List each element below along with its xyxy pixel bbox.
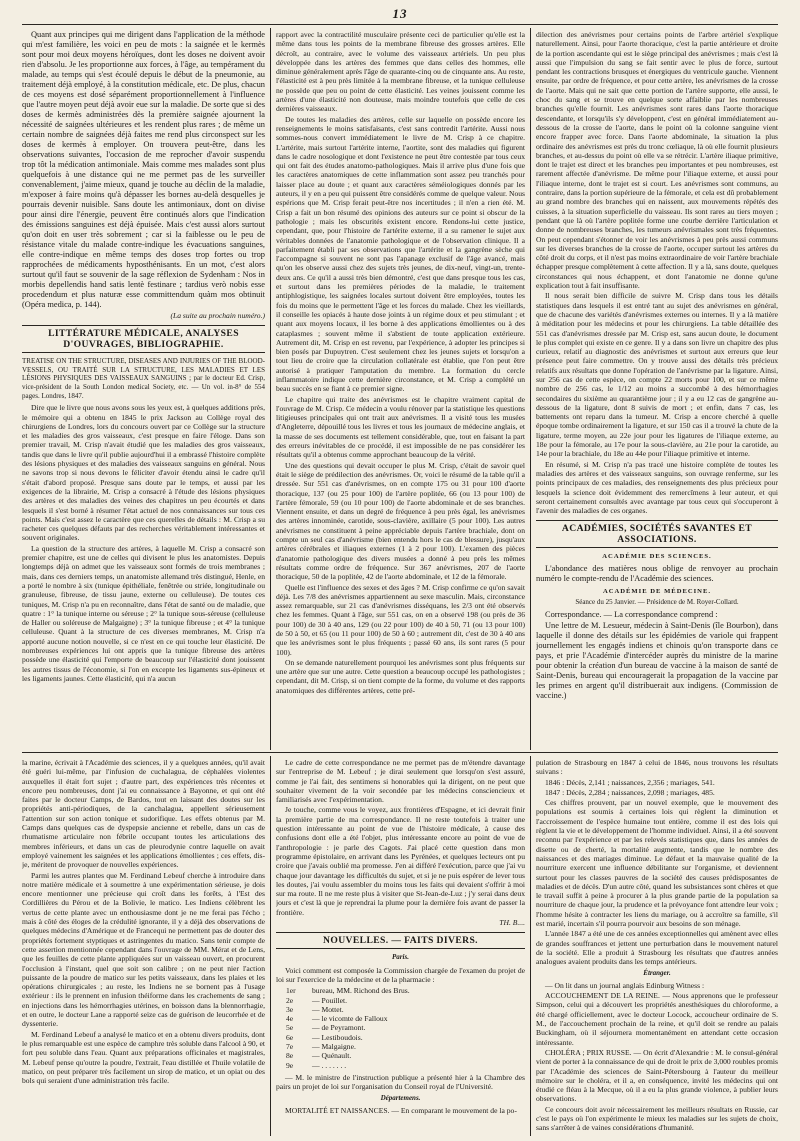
middle-rule — [22, 752, 778, 753]
departements-heading: Départemens. — [380, 1093, 421, 1102]
paris-heading: Paris. — [392, 953, 409, 962]
article-paragraph: Une des questions qui devait occuper le plus M. Crisp, c'était de savoir quel était le siège de prédilection des anévrismes. Or, voici le résumé de la table qu'il a dressée. Sur 551 cas d'anévrismes, on en compte 175 ou 31 pour 100 d'aorte thoracique, 137 (ou 25 pour 100) de l'artère poplitée, 66 (ou 13 pour 100) de l'artère fémorale, 59 (ou 10 pour 100) de l'aorte abdominale et de ses branches. Viennent ensuite, et dans un degré de fréquence à peu près égal, les anévrismes des artères innominée, carotide, sous-clavière, axillaire (5 pour 100). Les autres anévrismes ne constituent à peine appréciable depuis l'artère brachiale, dont on compte un seul cas d'anévrisme (bien entendu hors le cas de blessure), jusqu'aux artères cérébrales et iliaques externes (1 à 2 pour 100). L'examen des pièces d'anatomie pathologique des divers musées a donné à peu près les mêmes résultats comme ordre de fréquence. Sur 367 anévrismes, 207 de l'aorte thoracique, 50 de la poplitée, 42 de l'aorte abdominale, et 12 de la fémorale. — [276, 460, 525, 582]
article-paragraph: pulation de Strasbourg en 1847 à celui de 1846, nous trouvons les résultats suivans : — [536, 758, 778, 777]
column-divider — [530, 28, 531, 750]
page-number: 13 — [392, 6, 408, 21]
list-item: 9e — . . . . . . . — [286, 1060, 347, 1070]
article-paragraph: — M. le ministre de l'instruction publique a présenté hier à la Chambre des pairs un projet de loi sur l'organisation du Conseil royal de l'Université. — [276, 1072, 525, 1092]
list-item: 2e — Pouillet. — [286, 995, 348, 1005]
article-paragraph: MORTALITÉ ET NAISSANCES. — En comparant le mouvement de la po- — [285, 1105, 517, 1115]
academy-medicine-title: ACADÉMIE DE MÉDECINE. — [602, 587, 711, 595]
list-item: 3e — Mottet. — [286, 1004, 344, 1014]
academy-sciences-note: L'abondance des matières nous oblige de renvoyer au prochain numéro le compte-rendu de l'Académie des sciences. — [536, 563, 778, 583]
correspondence-text: Une lettre de M. Lesueur, médecin à Saint-Denis (île Bourbon), dans laquelle il donne des détails sur les épidémies de variole qui frappent journellement les engagés indiens et chinois qu'on transporte dans ce pays, et prie l'Académie d'intercéder auprès du ministre de la marine pour obtenir la création d'un bureau de vaccine à la maison de santé de Saint-Denis, bureau qui encouragerait la propagation de la vaccine par les primes en argent qu'il distribuerait aux indigens. (Commission de vaccine.) — [536, 621, 778, 701]
column-divider — [270, 28, 271, 750]
article-paragraph: Il nous serait bien difficile de suivre M. Crisp dans tous les détails statistiques dans lesquels il est entré tant au sujet des anévrismes en général, que de chacune des variétés d'anévrismes externes ou internes. Il y a là matière à méditation pour les médecins et pour les chirurgiens. La table détaillée des 551 cas d'anévrismes dressée par M. Crisp est, sans aucun doute, le document le plus complet qui existe en ce genre. Il y a dans son livre un chapitre des plus curieux, relatif au diagnostic des anévrismes et surtout aux erreurs que leur présence peut faire commettre. On y trouve aussi des détails très précieux relatifs aux résultats que donne l'opération de l'anévrisme par la ligature. Ainsi, sur 256 cas de cette espèce, on compte 22 morts pour 100, et sur ce même nombre de 256 cas, le 1/12 au moins a succombé à des hémorrhagies secondaires du sixième au quarantième jour ; il y a eu 12 cas de gangrène au-dessous de la ligature, dont 8 suivis de mort ; et enfin, dans 7 cas, les battements ont reparu dans la tumeur. M. Crisp a encore cherché à quelle époque tombe ordinairement la ligature, et sur 150 cas il a trouvé la chute de la ligature, terme moyen, au 22e jour pour les ligatures de l'iliaque externe, au 18e pour la fémorale, au 17e pour la sous-clavière, au 21e pour la carotide, au 14e pour la brachiale, du 18e au 44e pour l'iliaque primitive et interne. — [536, 291, 778, 459]
article-paragraph: L'année 1847 a été une de ces années exceptionnelles qui amènent avec elles de grandes souffrances et jettent une perturbation dans le mouvement naturel de la société. Elle a produit à Strasbourg les résultats que d'autres années analogues avaient produits dans les temps antérieurs. — [536, 929, 778, 967]
column-divider — [270, 756, 271, 1136]
article-paragraph: Le chapitre qui traite des anévrismes est le chapitre vraiment capital de l'ouvrage de M. Crisp. Ce médecin a voulu rénover par la statistique les questions litigieuses principales qui ont trait aux anévrismes. Il a visité tous les musées d'Angleterre, dépouillé tous les livres et tous les journaux de médecine anglais, et la masse de ses documents est tellement considérable, que, tout en faisant la part des erreurs inévitables de ce procédé, il est impossible de ne pas considérer les résultats qu'il a obtenus comme approchant beaucoup de la vérité. — [276, 394, 525, 460]
list-item: 4e — le vicomte de Falloux — [286, 1014, 388, 1024]
article-paragraph: dilection des anévrismes pour certains points de l'arbre artériel s'explique naturellement. Ainsi, pour l'aorte thoracique, c'est la partie antérieure et droite de la portion ascendante qui est le siège principal des anévrismes ; mais c'est là aussi que l'impulsion du sang se fait sentir avec le plus de force, surtout pendant les contractions brusques et énergiques du ventricule gauche. Viennent ensuite, par ordre de fréquence, et pour cette artère, les anévrismes de la crosse de l'aorte. Mais qui ne sait que cette portion de l'artère supporte, elle aussi, le choc du sang et se trouve en quelque sorte affaiblie par les nombreuses branches qu'elle fournit. Les anévrismes sont rares dans l'aorte thoracique descendante, et lorsqu'ils s'y développent, c'est en général immédiatement au-dessous de la crosse de l'aorte, dans le point où la colonne sanguine vient encore frapper avec force. Dans l'aorte abdominale, la situation la plus ordinaire des anévrismes est près du tronc cœliaque, là où elle fournit plusieurs branches, et au-dessus du point où elle va se rétrécir. L'artère iliaque primitive, dont le trajet est direct et les branches peu importantes et peu nombreuses, est rarement affectée d'anévrisme. De même pour l'iliaque externe, et aussi pour l'iliaque interne, dont le trajet est si court. Les anévrismes sont communs, au contraire, dans la portion supérieure de la fémorale, et cela est dû probablement au grand nombre des branches qui en naissent, aux mouvements répétés des cuisses, à la situation superficielle du vaisseau. Ils sont rares au tiers moyen ; pendant que là où l'artère poplitée forme une courbe derrière l'articulation et donne de nombreuses branches, les tumeurs anévrismales sont très fréquentes. On peut cependant s'étonner de voir les anévrismes à peu près aussi communs sur les diverses branches de la crosse de l'aorte, occuper surtout les artères du côté droit du corps, et il n'est pas moins extraordinaire de voir l'artère brachiale échapper presque complètement à cette affection. Il y a là, sans doute, quelques circonstances qui nous échappent, et dont l'anatomie ne donne qu'une explication tout à fait insuffisante. — [536, 30, 778, 291]
statistic-line: 1847 : Décès, 2,284 ; naissances, 2,098 ; mariages, 485. — [545, 787, 715, 797]
academy-sciences-title: ACADÉMIE DES SCIENCES. — [602, 553, 712, 561]
article-paragraph: En résumé, si M. Crisp n'a pas tracé une histoire complète de toutes les maladies des artères et des vaisseaux sanguins, son ouvrage renferme, sur les points principaux de ces maladies, des renseignements des plus précieux pour lesquels la science doit évidemment des remercîmens à leur auteur, et qui seront certainement consultés avec avantage par tous ceux qui s'occuperont à l'avenir des maladies de ces organes. — [536, 459, 778, 516]
header-rule — [22, 24, 778, 25]
article-paragraph: CHOLÉRA ; PRIX RUSSE. — On écrit d'Alexandrie : M. le consul-général vient de porter à la connaissance de qui de droit le prix de 3,000 roubles promis par l'Académie des sciences de Saint-Pétersbourg à l'auteur du meilleur mémoire sur le choléra, et il a, en conséquence, invité les médecins qui ont étudié ce fléau à la Mecque, où il a eu la plus grande violence, à publier leurs observations. — [536, 1047, 778, 1104]
section-heading-literature: LITTÉRATURE MÉDICALE, ANALYSES D'OUVRAGES, BIBLIOGRAPHIE. — [22, 325, 265, 353]
article-column-3 — [536, 30, 778, 748]
article-paragraph: Je touche, comme vous le voyez, aux frontières d'Espagne, et ici devrait finir la première partie de ma correspondance. Il ne reste toutefois à traiter une question intéressante au point de vue de l'histoire médicale, à cause des confusions dont elle a été l'objet, plus intéressante encore au point de vue de l'anthropologie : je parle des Cagots. J'ai placé cette question dans mon programme épistolaire, en arrivant dans les Pyrénées, et quelques lecteurs ont pu croire que j'avais oublié ma promesse. J'en ai différé l'exécution, parce que j'ai vu chaque jour davantage les difficultés du sujet, et si je ne puis espérer de lever tous les doutes, j'ai voulu assembler du moins tous les faits qui devaient s'offrir à moi sur ma route. Il ne me reste plus à visiter que St-Jean-de-Luz ; j'y serai dans deux jours et c'est là que je reprendrai la plume pour la dernière fois avant de passer la frontière. — [276, 805, 525, 917]
article-paragraph: Parmi les autres plantes que M. Ferdinand Lebeuf cherche à introduire dans notre matière médicale et à soumettre à une expérimentation sérieuse, je dois encore mentionner une précieuse qui croît dans les forêts, à l'Est des Cordillières du Pérou et de la Bolivie, le matico. Les Indiens célèbrent les vertus de cette plante avec un enthousiasme dont je ne me ferai pas l'écho ; mais à côté des éloges de la crédulité ignorante, il y a déjà des observations de quelques médecins d'Amérique et de Francequi ne permettent pas de douter des propriétés fortement styptiques et astringentes du matico. Sans tenir compte de cette assertion mentionnée cependant dans l'ouvrage de MM. Mérat et de Lens, que les feuilles de cette plante appliquées sur un vaisseau ouvert, en procurent l'occlusion à l'instant, quel que soit son calibre ; on ne peut nier l'action puissante de la poudre de matico sur les petits vaisseaux, dans les plaies et les opérations chirurgicales ; au reste, les Indiens ne se bornent pas à l'usage extérieur : ils le prennent en infusion théiforme dans les crachements de sang ; en injections dans les hémorrhagies utérines, en boisson dans la blennorrhagie, et en outre, le docteur Lane a rapporté seize cas de guérison de leucorrhée et de dyssenterie. — [22, 870, 265, 1029]
article-column-1 — [22, 30, 265, 748]
list-item: 1er bureau, MM. Richond des Brus. — [286, 986, 410, 996]
section-heading-news: NOUVELLES. — FAITS DIVERS. — [276, 932, 525, 949]
commission-list — [286, 986, 525, 1070]
article-column-2 — [276, 30, 525, 748]
article-paragraph: De toutes les maladies des artères, celle sur laquelle on possède encore les renseignements le moins satisfaisants, c'est sans contredit l'artérite. Aussi nous sommes-nous convert immédiatement le livre de M. Crisp à ce chapitre. L'artérite, mais surtout l'artérite interne, l'aortite, sont des maladies qui figurent dans le cadre nosologique et dont l'existence ne peut être contestée par tous ceux qui ont fait des études anatomo-pathologiques. Mais il arrive plus d'une fois que les caractères anatomiques de cette inflammation sont assez peu tranchés pour laisser place au doute ; et quant aux caractères séméiologiques donnés par les auteurs, il y en a peu qui puissent être considérés comme de quelque valeur. Nous espérions que M. Crisp ferait peut-être nos incertitudes ; il n'en a rien été. M. Crisp a fait un bon résumé des opinions des auteurs sur ce point si obscur de la pathologie ; mais les obscurités existent encore. Rendons-lui cette justice, cependant, que, pour l'histoire de l'artérite externe, il a su ramener le sujet aux véritables données de l'anatomie pathologique et de l'observation clinique. Il a parfaitement établi par ses observations que l'artérite et la gangrène sèche qui l'accompagne si souvent ne sont pas l'apanage exclusif de l'âge avancé, mais qu'on les observe aussi chez des sujets très jeunes, de dix-neuf, vingt-un, trente-deux ans. Ce qu'il a aussi très bien démontré, c'est que dans presque tous les cas, et surtout dans les premières périodes de la maladie, le traitement antiphlogistique, les saignées locales surtout doivent être employées, toutes les fois du moins que le permettent l'âge et les forces du malade. Chez les vieillards, il conseille les opiacés à haute dose joints à un régime doux et peu stimulant ; et quant aux moyens locaux, il les borne à des applications émollientes ou à des cataplasmes ; souvent même il s'abstient de toute application extérieure. Autrement dit, M. Crisp en est revenu, par l'expérience, à adopter les principes si bien posés par Dupuytren. C'est seulement chez les jeunes sujets et lorsqu'on a tout lieu de croire que la circulation collatérale est établie, que l'on peut être autorisé à pratiquer l'amputation du membre. La formation du cercle inflammatoire indique cette dernière circonstance, et M. Crisp a complété un beau succès en se fiant à ce premier signe. — [276, 114, 525, 394]
article-paragraph: ACCOUCHEMENT DE LA REINE. — Nous apprenons que le professeur Simpson, celui qui a découvert les propriétés anesthésiques du chloroforme, a été chargé officiellement, avec le docteur Locock, accoucheur ordinaire de S. M., de l'accouchement prochain de la reine, et qu'il doit se rendre au palais Buckingham, où il séjournera momentanément en attendant cette occasion intéressante. — [536, 991, 778, 1047]
feuilleton-column-1 — [22, 758, 265, 1136]
list-item: 7e — Malgaigne. — [286, 1042, 356, 1052]
statistic-line: 1846 : Décès, 2,141 ; naissances, 2,356 ; mariages, 541. — [545, 777, 715, 787]
article-paragraph: Dire que le livre que nous avons sous les yeux est, à quelques additions près, le mémoire qui a obtenu en 1845 le prix Jackson au Collège royal des chirurgiens de Londres, lors du concours ouvert par ce Collège sur la structure et les maladies des gros vaisseaux, c'est presque en faire l'éloge. Dans son premier travail, M. Crisp n'avait étudié que les maladies des gros vaisseaux, tandis que dans le livre qu'il publie aujourd'hui il a embrassé l'histoire complète des lésions physiques et des maladies des vaisseaux sanguins en général. Nous ne savons trop si nous devons le féliciter d'avoir étendu ainsi le cadre qu'il s'était d'abord proposé. Presque sans doute par le temps, et aussi par les exigences de la librairie, M. Crisp a consacré à l'étude des lésions physiques des artères et des maladies des veines des chapitres un peu écourtés et dans lesquels il s'est borné à résumer l'état actuel de nos connaissances sur tous ces points. Mais c'est assez le caractère que ces querelles de détails : M. Crisp a su racheter ces quelques défauts par des recherches véritablement intéressantes et souvent originales. — [22, 403, 265, 543]
column-divider — [530, 756, 531, 1136]
article-paragraph: Le cadre de cette correspondance ne me permet pas de m'étendre davantage sur l'entreprise de M. Lebeuf ; je dirai seulement que lorsqu'on s'est assuré, comme je l'ai fait, des sentimens si honorables qui la dirigent, on ne peut que souhaiter vivement de la voir secondée par les médecins consciencieux et familiarisés avec l'expérimentation. — [276, 758, 525, 805]
treatise-title: TREATISE ON THE STRUCTURE, DISEASES AND INJURIES OF THE BLOOD-VESSELS, OU TRAITÉ SUR LA STRUCTURE, LES MALADIES ET LES LÉSIONS PHYSIQUES DES VAISSEAUX SANGUINS ; par le docteur Ed. Crisp, vice-président de la South London medical Society, etc. — Un vol. in-8° de 554 pages. Londres, 1847. — [22, 357, 265, 400]
correspondence-heading: Correspondance. — La correspondance comprend : — [545, 610, 718, 620]
article-paragraph: Ces chiffres prouvent, par un nouvel exemple, que le mouvement des populations est soumis à certaines lois qui règlent la diminution et l'accroissement de l'espèce humaine tout entière, comme il est des lois qui règlent la vie et le développement de l'homme individuel. Ainsi, il a été souvent reconnu par l'expérience et par les relevés statistiques que, dans les années de disette ou de cherté, la mortalité augmente, tandis que le nombre des naissances et des mariages diminue. Le défaut et la mauvaise qualité de la nourriture exercent une influence débilitante sur l'organisme, et deviennent surtout pour les classes pauvres de la société des causes prédisposantes de maladies et de décès. D'un autre côté, quand les subsistances sont chères et que le travail suffit à peine à procurer à la plus grande partie de la population sa nourriture de chaque jour, la prudence et la prévoyance font attendre leur voix ; l'homme hésite à contracter les liens du mariage, ou à accroître sa famille, s'il est marié, incertain s'il pourra pourvoir aux besoins de son ménage. — [536, 798, 778, 929]
list-item: 6e — Lestiboudois. — [286, 1032, 363, 1042]
list-item: 5e — de Peyramont. — [286, 1023, 366, 1033]
etranger-heading: Étranger. — [643, 968, 671, 977]
article-paragraph: rapport avec la contractilité musculaire présente ceci de particulier qu'elle est la même dans tous les points de la membrane fibreuse des grosses artères. Elle décroît, au contraire, avec le volume des vaisseaux artériels. Un peu plus développée dans les artères des femmes que dans celles des hommes, elle diminue généralement après l'âge de quarante-cinq ou de cinquante ans. Au reste, l'élasticité est à peu près limitée à la membrane fibreuse, et la tunique celluleuse ne possède que peu ou point de cette élasticité. Les veines jouissent comme les artères d'une élasticité non douteuse, mais moindre toutefois que celle de ces dernières vaisseaux. — [276, 30, 525, 114]
article-paragraph: On se demande naturellement pourquoi les anévrismes sont plus fréquents sur une artère que sur une autre. Cette question a beaucoup occupé les pathologistes ; cependant, dit M. Crisp, si on tient compte de la forme, du volume et des rapports anatomiques des différentes artères, cette pré- — [276, 657, 525, 695]
article-paragraph: La question de la structure des artères, à laquelle M. Crisp a consacré son premier chapitre, est une de celles qui divisent le plus les anatomistes. Depuis longtemps déjà on admet que les vaisseaux sont formés de trois membranes ; mais, dans ces derniers temps, un anatomiste allemand très distingué, Henle, en a porté le nombre à six (tunique épithéliale, fenêtrée ou striée, longitudinale ou granuleuse, fibreuse, de tissu jaune, externe ou celluleuse). De toutes ces tuniques, M. Crisp n'a pu en reconnaître, dans l'état de santé ou de maladie, que quatre : 1° la tunique interne ou séreuse ; 2° la tunique sous-séreuse (celluleuse de Haller ou soléreuse de Malgaigne) ; 3° la tunique fibreuse ; et 4° la tunique celluleuse. Quant à la structure de ces diverses membranes, M. Crisp n'a apporté aucune notion nouvelle, si ce n'est en ce qui touche leur élasticité. De nombreuses expériences lui ont appris que la tunique fibreuse des artères possède une élasticité qui l'emporte de beaucoup sur l'élasticité dont jouissent les autres tissus de l'économie, si l'on en excepte les ligaments sus-épineux et les ligaments jaunes. Cette élasticité, qui n'a aucun — [22, 543, 265, 683]
feuilleton-column-3 — [536, 758, 778, 1136]
section-heading-academies: ACADÉMIES, SOCIÉTÉS SAVANTES ET ASSOCIATIONS. — [536, 520, 778, 548]
article-paragraph: Quant aux principes qui me dirigent dans l'application de la méthode qui m'est familière, les voici en peu de mots : la saignée et le kermès sont pour moi deux moyens héroïques, dont les doses ne doivent avoir rien d'absolu. Je les proportionne aux forces, à l'âge, au tempérament du malade, au temps qui s'est écoulé depuis le début de la pneumonie, au traitement déjà employé, à la constitution médicale, etc. De plus, chacun de ces moyens est dosé séparément proportionnellement à l'influence que l'autre moyen peut déjà avoir eue sur la maladie. De sorte que si des doses de kermès administrées dès la première saignée ajournent la nécessité de saignées ultérieures et les rendent plus rares ; de même un certain nombre de saignées déjà faites me rend plus circonspect sur les doses de kermès à employer. On trouvera peut-être, dans les observations suivantes, l'occasion de me reprocher d'avoir suspendu trop tôt la médication antimoniale. Mais comme mes malades sont plus quelquefois à une distance qui ne me permet pas de les surveiller convenablement, j'aime mieux, quand je touche au déclin de la maladie, m'exposer à faire moins qu'à dépasser les bornes au-delà desquelles je pourrais devenir nuisible. Sans doute les antimoniaux, dont on divise pour ainsi dire l'énergie, peuvent être continués alors que l'indication des émissions sanguines est déjà épuisée. Mais c'est aussi alors surtout qu'on doit en user très sobrement ; car si la faiblesse ou le peu de résistance vitale du malade contre-indique les évacuations sanguines, elle contre-indique en même temps des doses trop fortes ou trop rapprochées de médicaments hyposthénisants. En un mot, c'est alors surtout qu'il faut se souvenir de la sage réflexion de Sydenham : Nos in morbis depellendis hand satis lentè festinare ; tardius verò nobis esse procedendum et plus naturæ esse committendum quàm mos obtinuit (Opéra medica, p. 144). — [22, 30, 265, 309]
article-paragraph: — On lit dans un journal anglais Edinburg Witness : — [545, 980, 705, 990]
feuilleton-column-2 — [276, 758, 525, 1136]
list-item: 8e — Quénault. — [286, 1051, 352, 1061]
article-paragraph: la marine, écrivait à l'Académie des sciences, il y a quelques années, qu'il avait été guéri lui-même, par l'infusion de cuchalagua, de céphalées violentes auxquelles il était fort sujet ; d'autre part, des expériences très récentes et encore peu nombreuses, dont j'ai eu connaissance à Bayonne, et qui ont été faites par le docteur Camps, de Bardos, tout en laissant des doutes sur les propriétés anti-périodiques, de la canchalagua, appellent sérieusement l'attention sur son action tonique et sudorifique. Les effets obtenus par M. Camps dans quelques cas de dyspepsie ancienne et rebelle, dans un cas de rhumatisme articulaire non fébrile occupant toutes les articulations des membres inférieurs, et dans un cas de pleurodynie contre laquelle on avait employé vainement les saignées et les applications émollientes ; ces effets, dis-je, méritent de provoquer de nouvelles expériences. — [22, 758, 265, 870]
signature: TH. B.... — [499, 918, 525, 928]
continued-note: (La suite au prochain numéro.) — [170, 311, 265, 320]
article-paragraph: Ce concours doit avoir nécessairement les meilleurs résultats en Russie, car c'est le pays où l'on expérimente le mieux les maladies sur les sujets de choix, sans s'arrêter à de vaines considérations d'humanité. — [536, 1104, 778, 1133]
article-paragraph: Voici comment est composée la Commission chargée de l'examen du projet de loi sur l'exercice de la médecine et de la pharmacie : — [276, 965, 525, 984]
article-paragraph: Quelle est l'influence des sexes et des âges ? M. Crisp confirme ce qu'on savait déjà. Les 7/8 des anévrismes appartiennent au sexe masculin. Mais, circonstance assez remarquable, sur 21 cas d'anévrismes disséquans, les 2/3 ont été observés chez les femmes. Quant à l'âge, sur 551 cas, on en a observé 198 (ou près de 36 pour 100) de 30 à 40 ans, 129 (ou 22 pour 100) de 40 à 50, 71 (ou 13 pour 100) de 50 à 50, et 65 (ou 11 pour 100) de 50 à 60 ; autrement dit, c'est de 30 à 40 ans que les anévrismes sont le plus fréquents ; passé 60 ans, ils sont rares (5 pour 100). — [276, 582, 525, 657]
article-paragraph: M. Ferdinand Lebeuf a analysé le matico et en a obtenu divers produits, dont le plus remarquable est une espèce de camphre très soluble dans l'alcool à 90, et fort peu soluble dans l'eau. Quant aux préparations officinales et magistrales, M. Lebeuf pense qu'outre la poudre, l'extrait, l'eau distillée et l'huile volatile de matico, on peut préparer très facilement un sirop de matico, et un opiat ou des bols qui seraient d'une administration très facile. — [22, 1029, 265, 1086]
session-line: Séance du 25 Janvier. — Présidence de M. Royer-Collard. — [575, 598, 739, 607]
